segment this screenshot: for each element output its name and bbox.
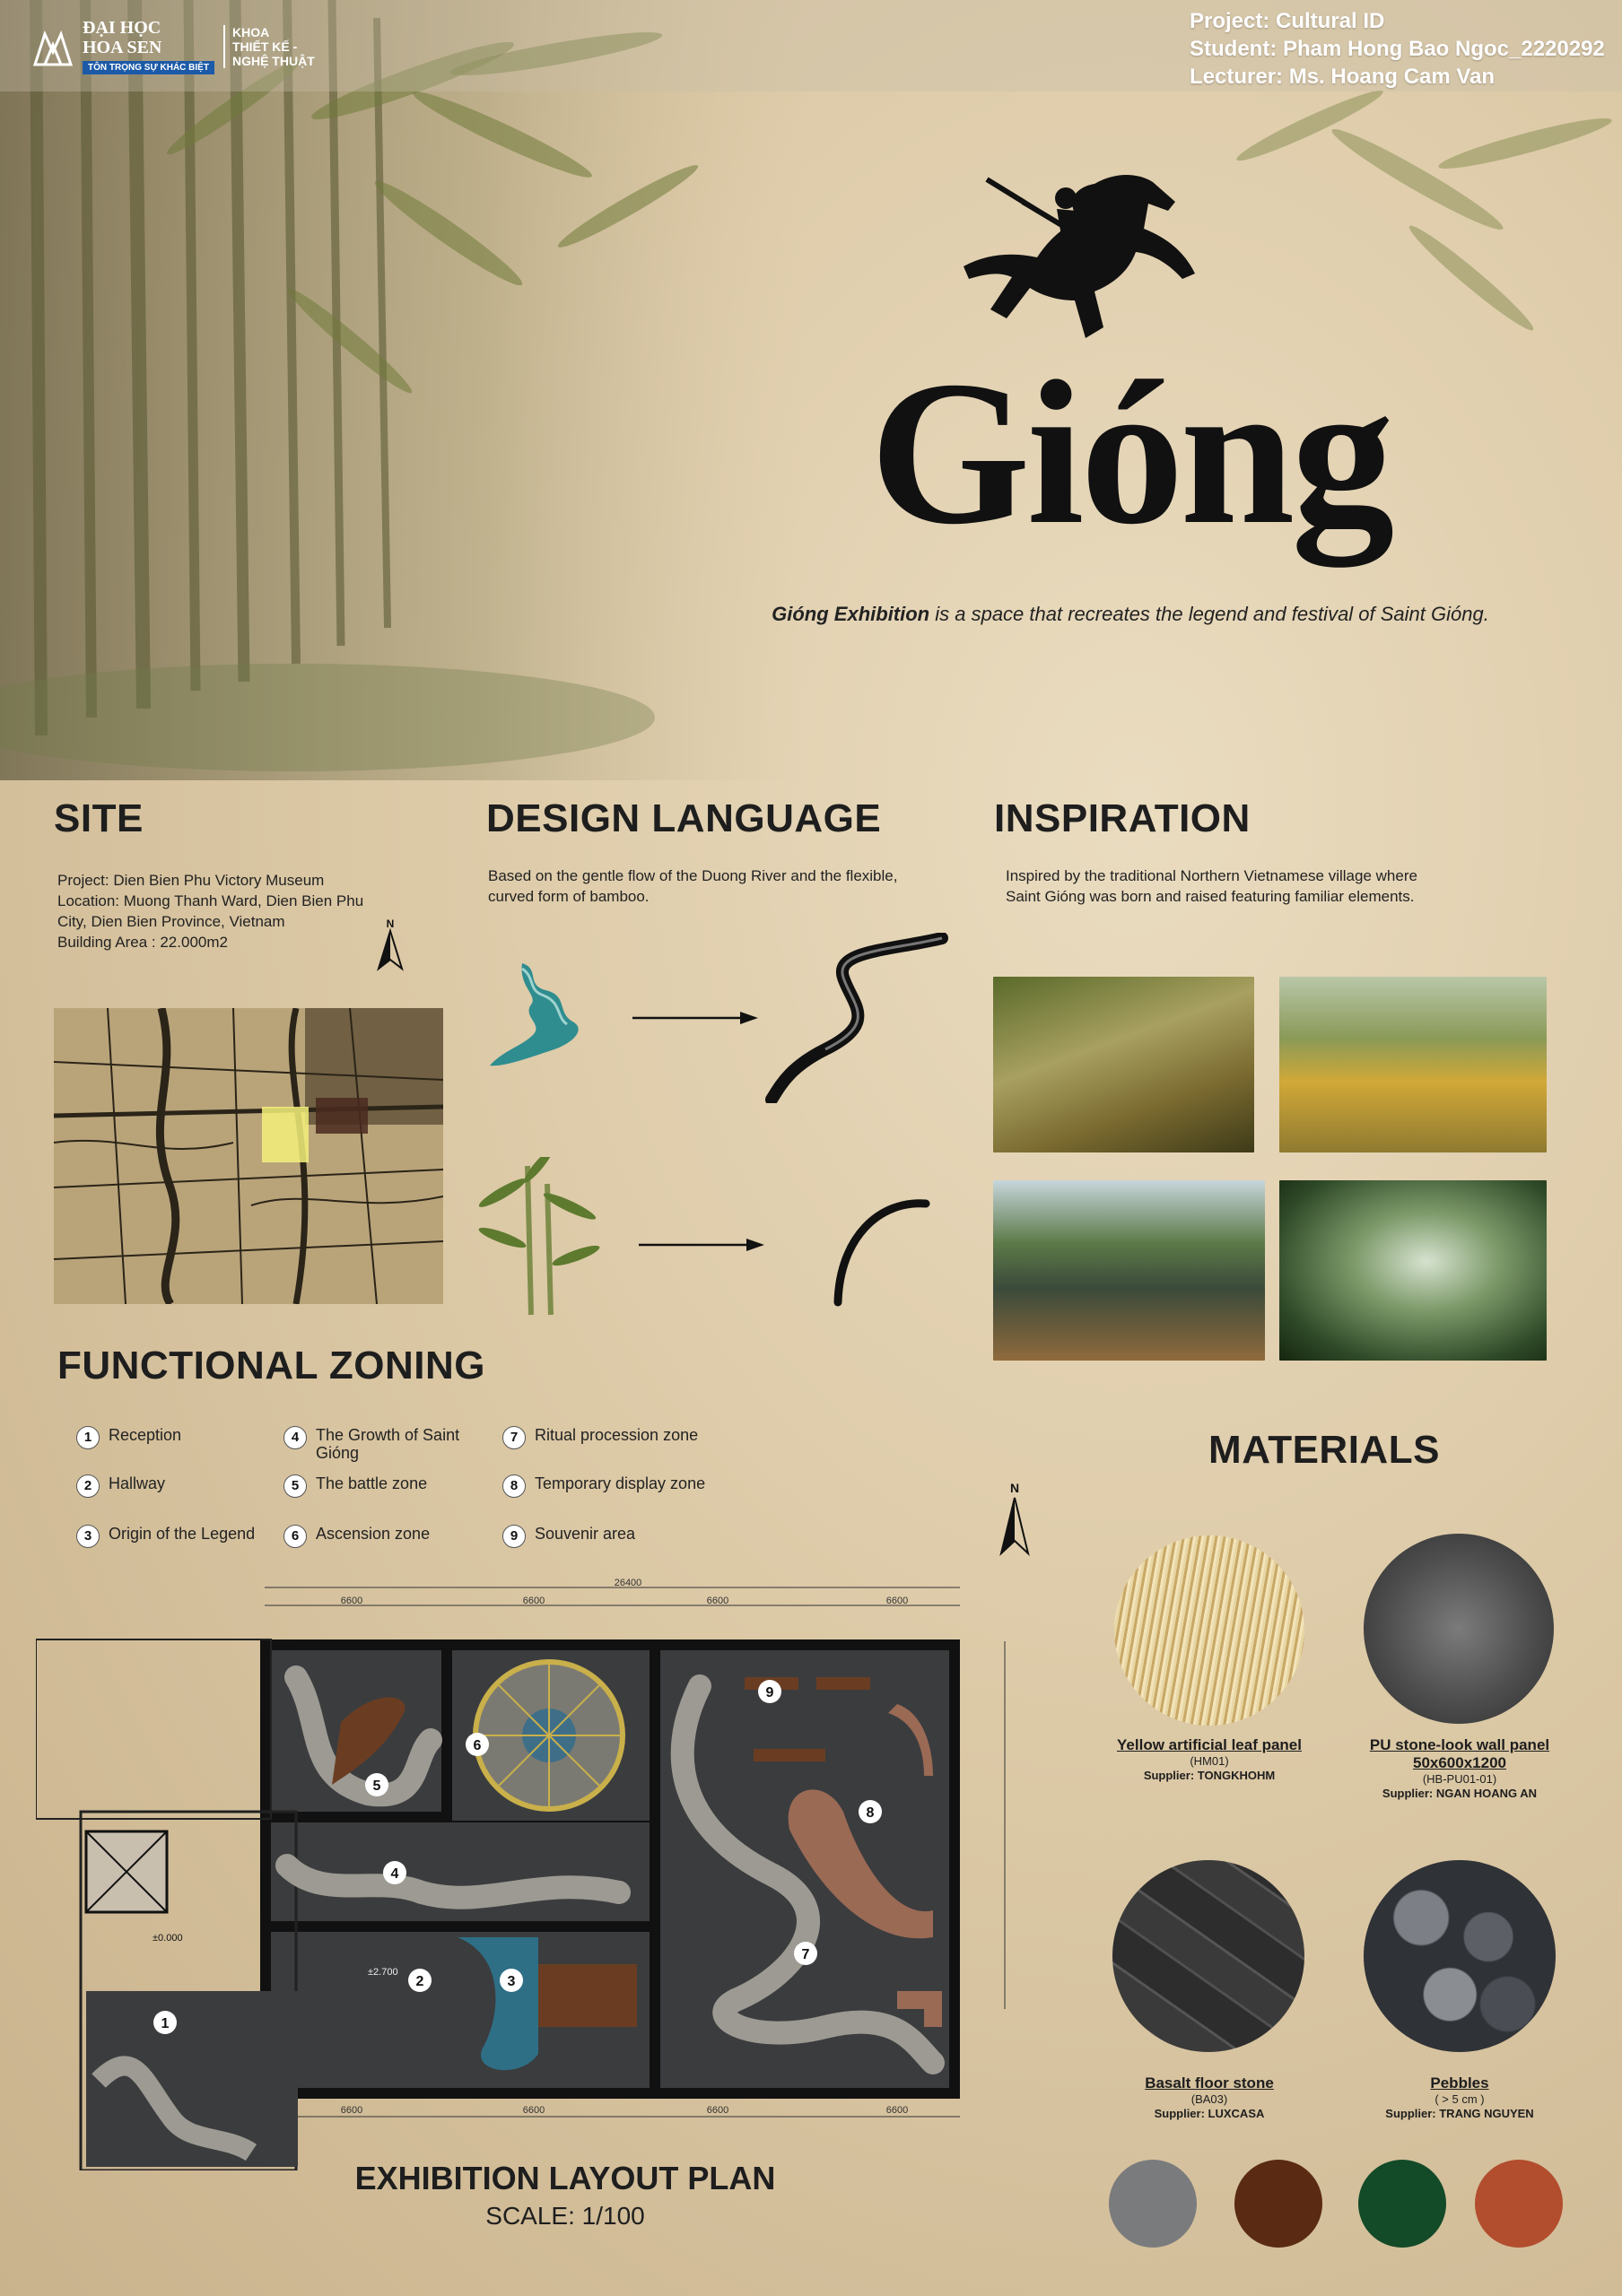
dept-line-3: NGHỆ THUẬT [231,53,315,68]
material-image-basalt-stone [1112,1860,1304,2052]
zone-item [76,1426,181,1449]
zone-item [283,1474,427,1498]
exhibition-layout-plan [36,1578,1050,2170]
plan-top-dim-4: 6600 [885,1596,909,1606]
zone-number: 8 [502,1474,526,1498]
functional-zoning-heading: FUNCTIONAL ZONING [57,1344,485,1387]
material-name: PU stone-look wall panel 50x600x1200 [1369,1736,1550,1771]
inspiration-photo-rice-field [1279,977,1547,1152]
lecturer-name: Lecturer: Ms. Hoang Cam Van [1190,65,1496,89]
plan-level-ground: ±0.000 [153,1933,183,1944]
zone-item [502,1426,698,1449]
material-supplier: Supplier: TRANG NGUYEN [1385,2107,1534,2120]
zone-item [502,1474,705,1498]
zone-item [76,1474,165,1498]
zone-label: The battle zone [316,1474,428,1492]
arc-curve-icon [825,1193,933,1309]
bamboo-leaves-decoration [1202,72,1622,359]
site-line-project: Project: Dien Bien Phu Victory Museum [57,872,325,889]
plan-total-dimension: 26400 [614,1578,642,1588]
material-image-leaf-panel [1114,1535,1304,1726]
plan-north-arrow-icon [998,1480,1031,1557]
plan-zone-2: 2 [415,1974,424,1989]
zone-label: Origin of the Legend [109,1525,256,1543]
bamboo-illustration [475,1157,601,1318]
zone-label: The Growth of Saint Gióng [316,1426,460,1462]
hero-subtitle-bold: Gióng Exhibition [772,603,930,625]
zone-item [283,1426,481,1462]
material-code: (HM01) [1190,1754,1229,1768]
design-language-description: Based on the gentle flow of the Duong River and the flexible, curved form of bamboo. [488,867,898,905]
zone-number: 7 [502,1426,526,1449]
color-swatch-terracotta [1475,2160,1563,2248]
plan-scale: SCALE: 1/100 [485,2202,645,2230]
flow-curve-icon [745,933,951,1103]
arrow-right-icon-2 [639,1236,766,1254]
plan-bottom-dim-4: 6600 [885,2105,909,2116]
plan-zone-4: 4 [390,1866,399,1882]
plan-bottom-dim-1: 6600 [340,2105,363,2116]
zone-number: 6 [283,1525,307,1548]
zone-label: Ritual procession zone [535,1426,699,1444]
zone-item [283,1525,430,1548]
material-label [1346,2074,1574,2121]
plan-level-upper: ±2.700 [368,1967,398,1978]
inspiration-photo-bamboo-grove [993,977,1254,1152]
north-arrow-icon [375,917,406,972]
zone-number: 3 [76,1525,100,1548]
zone-label: Hallway [109,1474,166,1492]
dept-line-2: THIẾT KẾ - [231,39,298,54]
inspiration-photo-farmer-buffalo [1279,1180,1547,1361]
site-line-location: Location: Muong Thanh Ward, Dien Bien Phu City, Dien Bien Province, Vietnam [57,892,364,930]
materials-heading: MATERIALS [1208,1428,1440,1472]
plan-north-label: N [1009,1481,1020,1495]
inspiration-description: Inspired by the traditional Northern Vietnamese village where Saint Gióng was born and raised featuring familiar elements. [1006,867,1417,905]
material-code: (BA03) [1190,2092,1228,2106]
logo-name-line-2: HOA SEN [83,38,162,57]
material-supplier: Supplier: LUXCASA [1154,2107,1265,2120]
zone-number: 4 [283,1426,307,1449]
logo-department [223,25,315,68]
plan-zone-9: 9 [765,1685,774,1700]
inspiration-heading: INSPIRATION [994,796,1251,840]
site-map [54,1008,443,1304]
project-info [1190,7,1605,91]
plan-zone-7: 7 [801,1947,810,1962]
zone-number: 9 [502,1525,526,1548]
plan-bottom-dim-2: 6600 [522,2105,545,2116]
zone-number: 5 [283,1474,307,1498]
material-code: ( > 5 cm ) [1435,2092,1485,2106]
logo-tagline: TÔN TRỌNG SỰ KHÁC BIỆT [83,61,214,74]
arrow-right-icon [632,1009,760,1027]
site-description [57,870,380,952]
plan-bottom-dim-3: 6600 [706,2105,729,2116]
material-label [1102,2074,1317,2121]
north-label: N [386,918,395,930]
zone-label: Reception [109,1426,182,1444]
material-name: Pebbles [1430,2074,1489,2092]
logo-text-group [83,18,214,74]
material-label [1102,1736,1317,1783]
material-image-pebbles [1364,1860,1556,2052]
hero-subtitle-rest: is a space that recreates the legend and festival of Saint Gióng. [929,603,1489,625]
material-supplier: Supplier: NGAN HOANG AN [1382,1787,1538,1800]
color-swatch-brown [1234,2160,1322,2248]
plan-top-dim-3: 6600 [706,1596,729,1606]
material-name: Basalt floor stone [1145,2074,1274,2092]
design-language-heading: DESIGN LANGUAGE [486,796,882,840]
hero-subtitle [772,601,1489,628]
bamboo-background [0,0,807,780]
color-swatch-green [1358,2160,1446,2248]
site-heading: SITE [54,796,144,840]
student-name: Student: Pham Hong Bao Ngoc_2220292 [1190,37,1605,61]
plan-zone-3: 3 [507,1974,516,1989]
material-image-pu-stone-panel [1364,1534,1554,1724]
logo-mark-icon [32,25,74,68]
material-name: Yellow artificial leaf panel [1117,1736,1302,1753]
site-line-area: Building Area : 22.000m2 [57,934,228,951]
material-supplier: Supplier: TONGKHOHM [1143,1769,1276,1782]
hero-title: Gióng [869,338,1391,567]
zone-number: 2 [76,1474,100,1498]
zone-item [502,1525,635,1548]
plan-top-dim-2: 6600 [522,1596,545,1606]
inspiration-photo-village-pond [993,1180,1265,1361]
zone-label: Ascension zone [316,1525,431,1543]
plan-top-dim-1: 6600 [340,1596,363,1606]
logo-name-line-1: ĐẠI HỌC [83,18,161,38]
plan-zone-6: 6 [473,1738,482,1753]
zone-item [76,1525,255,1548]
zone-number: 1 [76,1426,100,1449]
river-icon [486,960,590,1071]
plan-zone-8: 8 [866,1805,875,1821]
dept-line-1: KHOA [231,24,270,39]
zone-label: Souvenir area [535,1525,636,1543]
material-label [1346,1736,1574,1801]
color-swatch-grey [1109,2160,1197,2248]
university-logo [32,18,315,74]
material-code: (HB-PU01-01) [1422,1772,1497,1786]
plan-zone-5: 5 [372,1779,381,1794]
plan-title: EXHIBITION LAYOUT PLAN [354,2160,776,2196]
plan-zone-1: 1 [161,2016,170,2031]
project-name: Project: Cultural ID [1190,9,1385,33]
zone-label: Temporary display zone [535,1474,706,1492]
